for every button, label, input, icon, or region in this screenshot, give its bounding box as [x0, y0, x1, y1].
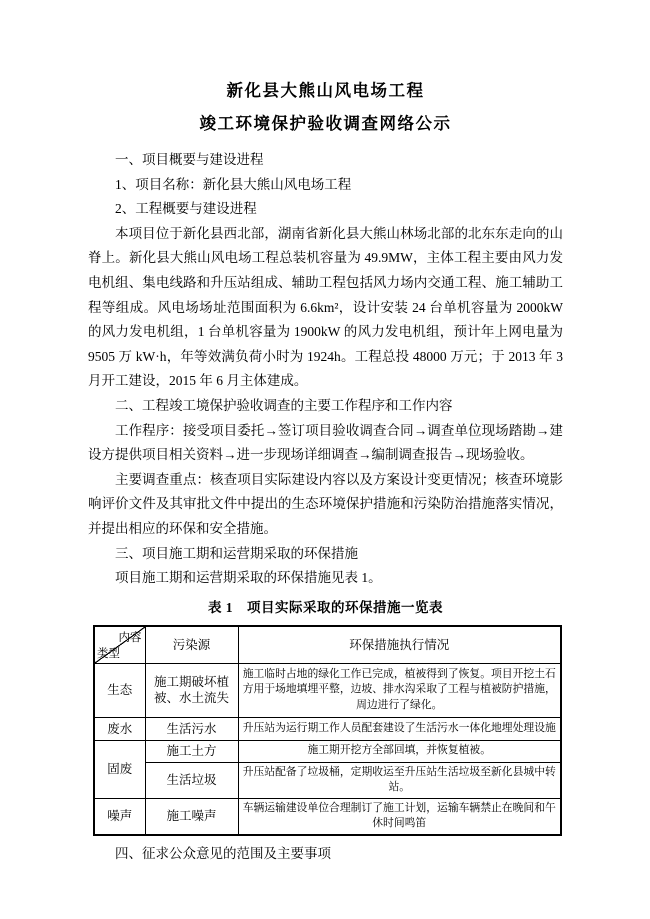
section-2-paragraph-2: 主要调查重点：核查项目实际建设内容以及方案设计变更情况；核查环境影响评价文件及其审批文件中提出的生态环境保护措施和污染防治措施落实情况，并提出相应的环保和安全措施。 — [88, 471, 563, 536]
row-source-cell: 施工土方 — [145, 740, 238, 762]
row-source-cell: 施工期破坏植被、水土流失 — [145, 663, 238, 717]
table-header-row — [94, 626, 561, 664]
column-header-pollution-source: 污染源 — [145, 626, 238, 664]
section-1-paragraph: 本项目位于新化县西北部，湖南省新化县大熊山林场北部的北东东走向的山脊上。新化县大熊山风电场工程总装机容量为 49.9MW，主体工程主要由风力发电机组、集电线路和升压站组成、辅助工程包括风力场内交通工程、施工辅助工程等组成。风电场场址范围面积为 6.6km²，设计安装 24 台单机容量为 2000kW 的风力发电机组，1 台单机容量为 1900kW 的风力发电机组，预计年上网电量为 9505 万 kW·h，年等效满负荷小时为 1924h。工程总投 48000 万元；于 2013 年 3 月开工建设，2015 年 6 月主体建成。 — [88, 225, 563, 389]
row-source-cell: 施工噪声 — [145, 798, 238, 835]
table-row-noise — [94, 798, 561, 835]
section-3-paragraph: 项目施工期和运营期采取的环保措施见表 1。 — [115, 570, 382, 586]
table-row-solid-waste-2 — [94, 762, 561, 798]
row-measure-cell: 升压站配备了垃圾桶，定期收运至升压站生活垃圾至新化县城中转站。 — [238, 762, 561, 798]
corner-label-type: 类型 — [97, 647, 120, 660]
table-row-ecology — [94, 663, 561, 717]
row-source-cell: 生活垃圾 — [145, 762, 238, 798]
document-title-block — [88, 74, 563, 140]
row-measure-cell: 升压站为运行期工作人员配套建设了生活污水一体化地埋处理设施 — [238, 717, 561, 740]
row-type-cell: 噪声 — [94, 798, 145, 835]
row-type-cell: 生态 — [94, 663, 145, 717]
row-type-cell: 废水 — [94, 717, 145, 740]
section-1-item-2: 2、工程概要与建设进程 — [115, 201, 257, 217]
table-row-solid-waste-1 — [94, 740, 561, 762]
row-type-cell: 固废 — [94, 740, 145, 798]
doc-title-line-2: 竣工环境保护验收调查网络公示 — [199, 114, 452, 133]
column-header-measure-status: 环保措施执行情况 — [238, 626, 561, 664]
row-measure-cell: 施工期开挖方全部回填，并恢复植被。 — [238, 740, 561, 762]
section-2-heading: 二、工程竣工境保护验收调查的主要工作程序和工作内容 — [115, 397, 453, 413]
table-corner-cell — [94, 626, 145, 664]
section-1-heading: 一、项目概要与建设进程 — [115, 152, 264, 167]
corner-label-content: 内容 — [118, 631, 142, 644]
doc-title-line-1: 新化县大熊山风电场工程 — [226, 81, 425, 100]
row-measure-cell: 车辆运输建设单位合理制订了施工计划，运输车辆禁止在晚间和午休时间鸣笛 — [238, 798, 561, 835]
section-4-heading: 四、征求公众意见的范围及主要事项 — [115, 845, 331, 861]
measures-table — [93, 625, 562, 836]
section-2-paragraph-1: 工作程序：接受项目委托→签订项目验收调查合同→调查单位现场踏勘→建设方提供项目相关资料→进一步现场详细调查→编制调查报告→现场验收。 — [88, 422, 563, 463]
table-row-wastewater — [94, 717, 561, 740]
table-caption: 表 1 项目实际采取的环保措施一览表 — [207, 599, 444, 615]
row-source-cell: 生活污水 — [145, 717, 238, 740]
section-3-heading: 三、项目施工期和运营期采取的环保措施 — [115, 545, 358, 561]
section-1-item-1: 1、项目名称：新化县大熊山风电场工程 — [115, 176, 352, 192]
row-measure-cell: 施工临时占地的绿化工作已完成，植被得到了恢复。项目开挖土石方用于场地填埋平整，边坡、排水沟采取了工程与植被防护措施，周边进行了绿化。 — [238, 663, 561, 717]
